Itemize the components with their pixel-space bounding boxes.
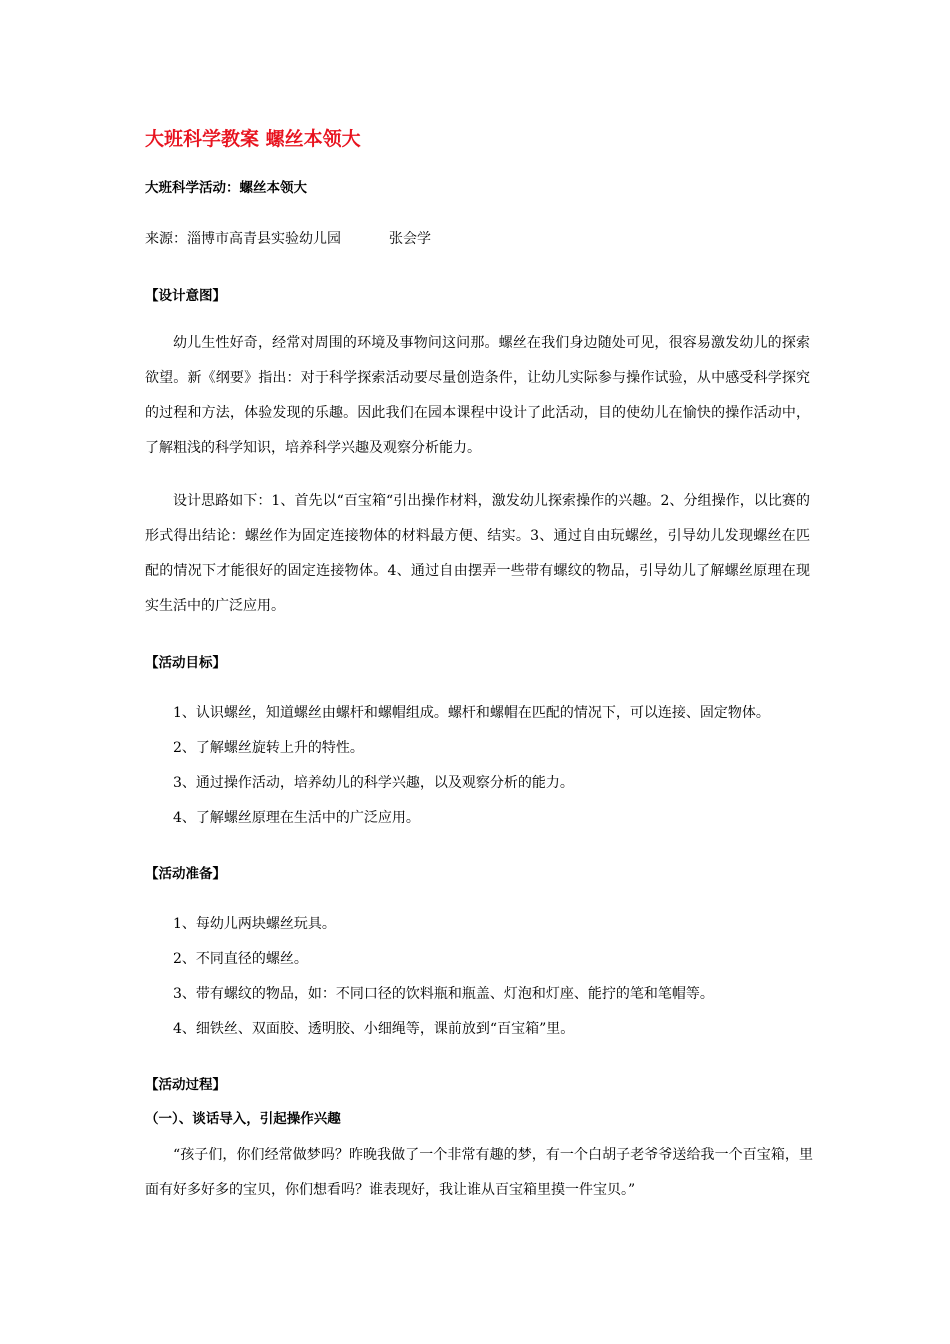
document-subtitle: 大班科学活动：螺丝本领大	[145, 180, 307, 196]
list-item: 1、每幼儿两块螺丝玩具。	[173, 916, 336, 932]
section-heading-design-intent: 【设计意图】	[145, 288, 226, 304]
section-heading-preparation: 【活动准备】	[145, 866, 226, 882]
process-step-1-heading: （一）、谈话导入，引起操作兴趣	[145, 1111, 341, 1127]
list-item: 1、认识螺丝，知道螺丝由螺杆和螺帽组成。螺杆和螺帽在匹配的情况下，可以连接、固定物体。	[173, 705, 770, 721]
section-heading-process: 【活动过程】	[145, 1077, 226, 1093]
design-intent-paragraph-1: 幼儿生性好奇，经常对周围的环境及事物问这问那。螺丝在我们身边随处可见，很容易激发幼儿的探索欲望。新《纲要》指出：对于科学探索活动要尽量创造条件，让幼儿实际参与操作试验，从中感受科学探究的过程和方法，体验发现的乐趣。因此我们在园本课程中设计了此活动，目的使幼儿在愉快的操作活动中，了解粗浅的科学知识，培养科学兴趣及观察分析能力。	[145, 335, 810, 456]
list-item: 4、细铁丝、双面胶、透明胶、小细绳等，课前放到“百宝箱”里。	[173, 1021, 575, 1037]
process-step-1-quote: “孩子们，你们经常做梦吗？昨晚我做了一个非常有趣的梦，有一个白胡子老爷爷送给我一个百宝箱，里面有好多好多的宝贝，你们想看吗？谁表现好，我让谁从百宝箱里摸一件宝贝。”	[145, 1147, 813, 1198]
list-item: 4、了解螺丝原理在生活中的广泛应用。	[173, 810, 420, 826]
list-item: 3、通过操作活动，培养幼儿的科学兴趣，以及观察分析的能力。	[173, 775, 574, 791]
document-title: 大班科学教案 螺丝本领大	[145, 128, 361, 150]
list-item: 3、带有螺纹的物品，如：不同口径的饮料瓶和瓶盖、灯泡和灯座、能拧的笔和笔帽等。	[173, 986, 714, 1002]
list-item: 2、不同直径的螺丝。	[173, 951, 308, 967]
source-label: 来源：淄博市高青县实验幼儿园	[145, 231, 341, 247]
section-heading-goals: 【活动目标】	[145, 655, 226, 671]
preparation-list	[173, 914, 813, 1054]
list-item: 2、了解螺丝旋转上升的特性。	[173, 740, 364, 756]
design-intent-paragraph-2: 设计思路如下：1、首先以“百宝箱“引出操作材料，激发幼儿探索操作的兴趣。2、分组操作，以比赛的形式得出结论：螺丝作为固定连接物体的材料最方便、结实。3、通过自由玩螺丝，引导幼儿发现螺丝在匹配的情况下才能很好的固定连接物体。4、通过自由摆弄一些带有螺纹的物品，引导幼儿了解螺丝原理在现实生活中的广泛应用。	[145, 493, 810, 614]
author-name: 张会学	[389, 231, 431, 247]
goals-list	[173, 703, 813, 843]
source-line	[145, 228, 431, 248]
